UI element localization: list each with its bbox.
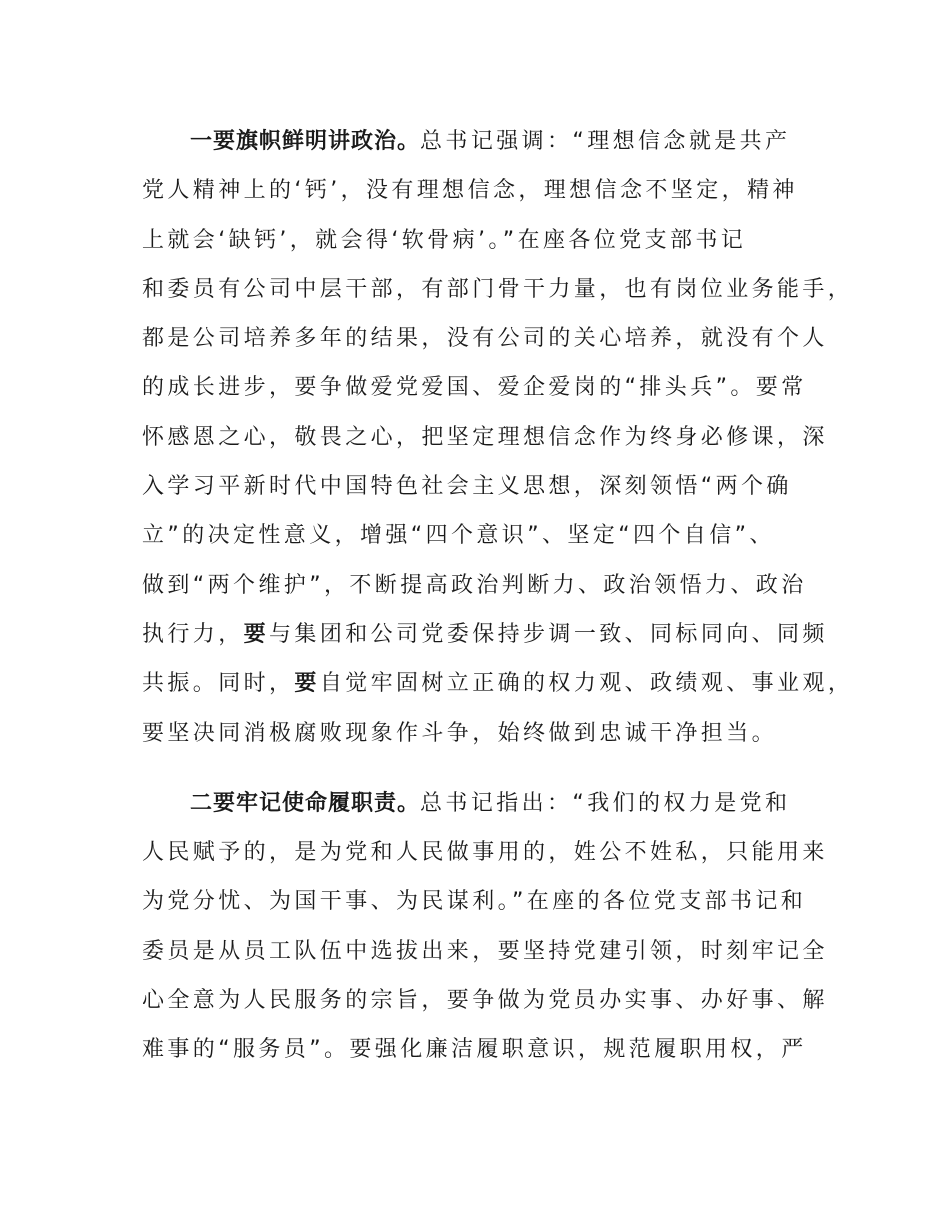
paragraph-line: 心全意为人民服务的宗旨，要争做为党员办实事、办好事、解 [142,988,828,1014]
paragraph-line: 怀感恩之心，敬畏之心，把坚定理想信念作为终身必修课，深 [142,424,828,450]
paragraph-1 [142,117,854,758]
paragraph-line: 做到“两个维护”，不断提高政治判断力、政治领悟力、政治 [142,572,807,598]
line-text: 总书记指出：“我们的权力是党和 [420,790,791,816]
paragraph-line: 上就会‘缺钙’，就会得‘软骨病’。”在座各位党支部书记 [142,227,747,253]
paragraph-line: 都是公司培养多年的结果，没有公司的关心培养，就没有个人 [142,326,828,352]
line-text: 与集团和公司党委保持步调一致、同标同向、同频 [269,621,828,647]
paragraph-line: 要坚决同消极腐败现象作斗争，始终做到忠诚干净担当。 [142,720,778,746]
line-text: 共振。同时， [142,671,295,697]
paragraph-2 [142,779,828,1075]
paragraph-line: 难事的“服务员”。要强化廉洁履职意识，规范履职用权，严 [142,1037,807,1063]
line-text: 总书记强调：“理想信念就是共产 [420,129,791,154]
line-text: 自觉牢固树立正确的权力观、政绩观、事业观， [319,671,854,697]
paragraph-line: 为党分忧、为国干事、为民谋利。”在座的各位党支部书记和 [142,889,807,915]
paragraph-line: 人民赋予的，是为党和人民做事用的，姓公不姓私，只能用来 [142,840,828,866]
paragraph-line: 入学习平新时代中国特色社会主义思想，深刻领悟“两个确 [142,474,792,500]
paragraph-line: 立”的决定性意义，增强“四个意识”、坚定“四个自信”、 [142,523,775,549]
paragraph-line [142,117,812,166]
paragraph-line [142,659,854,708]
document-page [142,117,854,1075]
paragraph-line [142,610,828,659]
emphasis-text: 要 [243,621,270,647]
paragraph-line [142,779,812,828]
paragraph-line: 委员是从员工队伍中选拔出来，要坚持党建引领，时刻牢记全 [142,938,828,964]
line-text: 执行力， [142,621,244,647]
paragraph-spacer [142,758,812,779]
paragraph-line: 的成长进步，要争做爱党爱国、爱企爱岗的“排头兵”。要常 [142,375,807,401]
paragraph-line: 和委员有公司中层干部，有部门骨干力量，也有岗位业务能手， [142,276,854,302]
emphasis-text: 要 [294,671,320,697]
paragraph-heading: 一要旗帜鲜明讲政治。 [190,129,421,154]
paragraph-line: 党人精神上的‘钙’，没有理想信念，理想信念不坚定，精神 [142,178,798,204]
paragraph-heading: 二要牢记使命履职责。 [190,790,421,816]
